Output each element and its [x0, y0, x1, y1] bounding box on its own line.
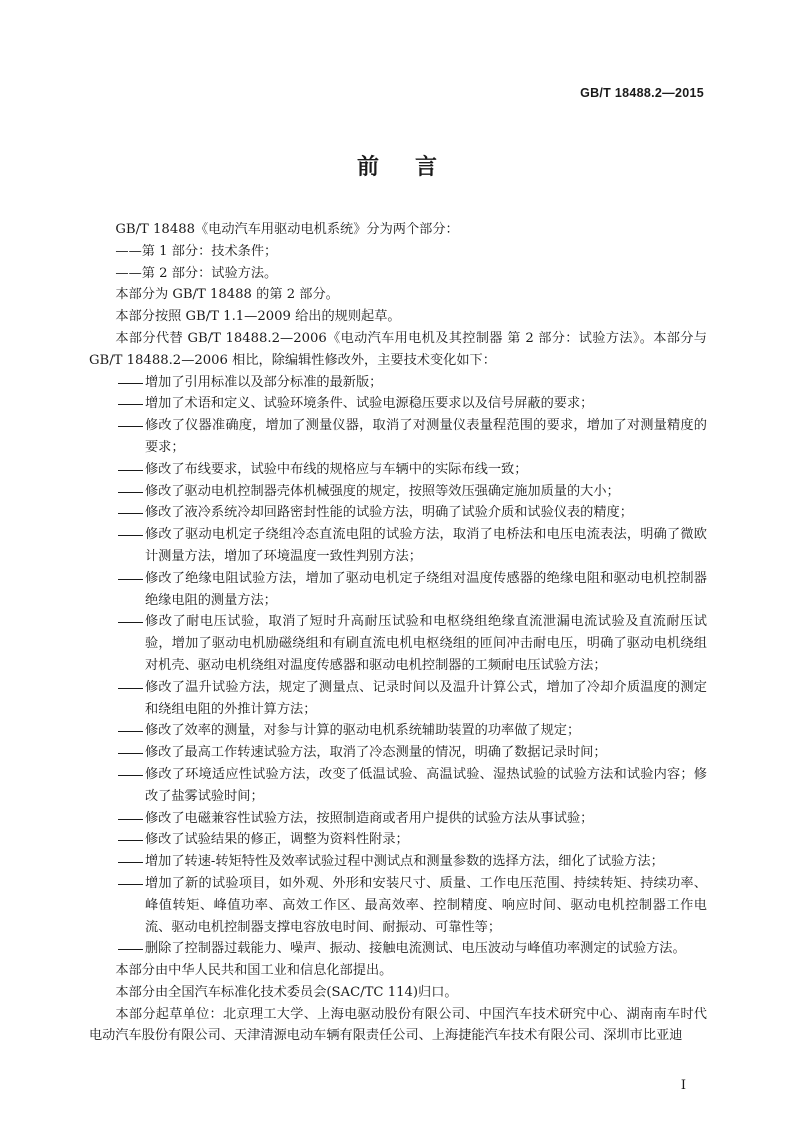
change-item — [89, 938, 707, 960]
change-item — [89, 459, 707, 481]
change-item — [89, 568, 707, 612]
change-item — [89, 415, 707, 459]
change-item — [89, 502, 707, 524]
committee-paragraph: 本部分由全国汽车标准化技术委员会(SAC/TC 114)归口。 — [115, 984, 458, 1000]
part-list-item: ——第 1 部分：技术条件； — [115, 243, 278, 259]
changes-list — [89, 372, 707, 961]
change-item-text: 删除了控制器过载能力、噪声、振动、接触电流测试、电压波动与峰值功率测定的试验方法。 — [145, 941, 686, 957]
change-item-text: 修改了耐电压试验，取消了短时升高耐压试验和电枢绕组绝缘直流泄漏电流试验及直流耐压试验，增加了驱动电机励磁绕组和有刷直流电机电枢绕组的匝间冲击耐电压，明确了驱动电机绕组对机壳、驱动电机绕组对温度传感器和驱动电机控制器的工频耐电压试验方法； — [145, 614, 707, 673]
change-item — [89, 851, 707, 873]
intro-paragraph: 本部分为 GB/T 18488 的第 2 部分。 — [115, 287, 339, 303]
change-item-text: 修改了最高工作转速试验方法，取消了冷态测量的情况，明确了数据记录时间； — [145, 745, 607, 761]
part-list-item: ——第 2 部分：试验方法。 — [115, 265, 278, 281]
change-item-text: 增加了新的试验项目，如外观、外形和安装尺寸、质量、工作电压范围、持续转矩、持续功率、峰值转矩、峰值功率、高效工作区、最高效率、控制精度、响应时间、驱动电机控制器工作电流、驱动电机控制器支撑电容放电时间、耐振动、可靠性等； — [145, 875, 707, 935]
change-item — [89, 611, 707, 676]
change-item — [89, 393, 707, 415]
change-item — [89, 873, 707, 938]
change-item-text: 修改了绝缘电阻试验方法，增加了驱动电机定子绕组对温度传感器的绝缘电阻和驱动电机控制器绝缘电阻的测量方法； — [145, 570, 707, 608]
change-item — [89, 829, 707, 851]
change-item-text: 修改了试验结果的修正，调整为资料性附录； — [145, 832, 409, 848]
document-body — [89, 219, 707, 1047]
change-item-text: 修改了电磁兼容性试验方法，按照制造商或者用户提供的试验方法从事试验； — [145, 810, 594, 826]
change-item — [89, 524, 707, 568]
intro-paragraph: GB/T 18488《电动汽车用驱动电机系统》分为两个部分： — [115, 222, 459, 237]
change-item-text: 修改了效率的测量，对参与计算的驱动电机系统辅助装置的功率做了规定； — [145, 723, 581, 739]
change-item — [89, 808, 707, 830]
change-item — [89, 372, 707, 394]
proposer-paragraph: 本部分由中华人民共和国工业和信息化部提出。 — [115, 963, 393, 979]
change-item-text: 修改了驱动电机控制器壳体机械强度的规定，按照等效压强确定施加质量的大小； — [145, 483, 620, 499]
intro-paragraph: 本部分按照 GB/T 1.1—2009 给出的规则起草。 — [115, 309, 401, 325]
change-item — [89, 720, 707, 742]
change-item-text: 修改了液冷系统冷却回路密封性能的试验方法，明确了试验介质和试验仪表的精度； — [145, 505, 633, 521]
change-item — [89, 481, 707, 503]
change-item-text: 增加了引用标准以及部分标准的最新版； — [145, 374, 383, 390]
change-item-text: 修改了仪器准确度，增加了测量仪器，取消了对测量仪表量程范围的要求，增加了对测量精度的要求； — [145, 418, 707, 455]
page-title: 前言 — [356, 154, 473, 180]
change-item-text: 增加了术语和定义、试验环境条件、试验电源稳压要求以及信号屏蔽的要求； — [145, 396, 594, 412]
change-item-text: 修改了环境适应性试验方法，改变了低温试验、高温试验、湿热试验的试验方法和试验内容；修改了盐雾试验时间； — [145, 766, 707, 804]
change-item-text: 增加了转速-转矩特性及效率试验过程中测试点和测量参数的选择方法，细化了试验方法； — [145, 854, 664, 870]
change-item-text: 修改了温升试验方法，规定了测量点、记录时间以及温升计算公式，增加了冷却介质温度的测定和绕组电阻的外推计算方法； — [145, 679, 707, 717]
page-number: I — [680, 1078, 686, 1093]
change-item — [89, 764, 707, 808]
change-item — [89, 742, 707, 764]
drafting-units-paragraph: 本部分起草单位：北京理工大学、上海电驱动股份有限公司、中国汽车技术研究中心、湖南南车时代电动汽车股份有限公司、天津清源电动车辆有限责任公司、上海捷能汽车技术有限公司、深圳市比亚迪 — [89, 1006, 707, 1044]
standard-number: GB/T 18488.2—2015 — [580, 86, 704, 100]
change-item-text: 修改了布线要求，试验中布线的规格应与车辆中的实际布线一致； — [145, 461, 528, 477]
change-item — [89, 677, 707, 721]
change-item-text: 修改了驱动电机定子绕组冷态直流电阻的试验方法，取消了电桥法和电压电流表法，明确了微欧计测量方法，增加了环境温度一致性判别方法； — [145, 527, 707, 564]
replacement-paragraph: 本部分代替 GB/T 18488.2—2006《电动汽车用电机及其控制器 第 2 部分：试验方法》。本部分与GB/T 18488.2—2006 相比，除编辑性修改外，主要技术变化如下： — [89, 330, 707, 368]
